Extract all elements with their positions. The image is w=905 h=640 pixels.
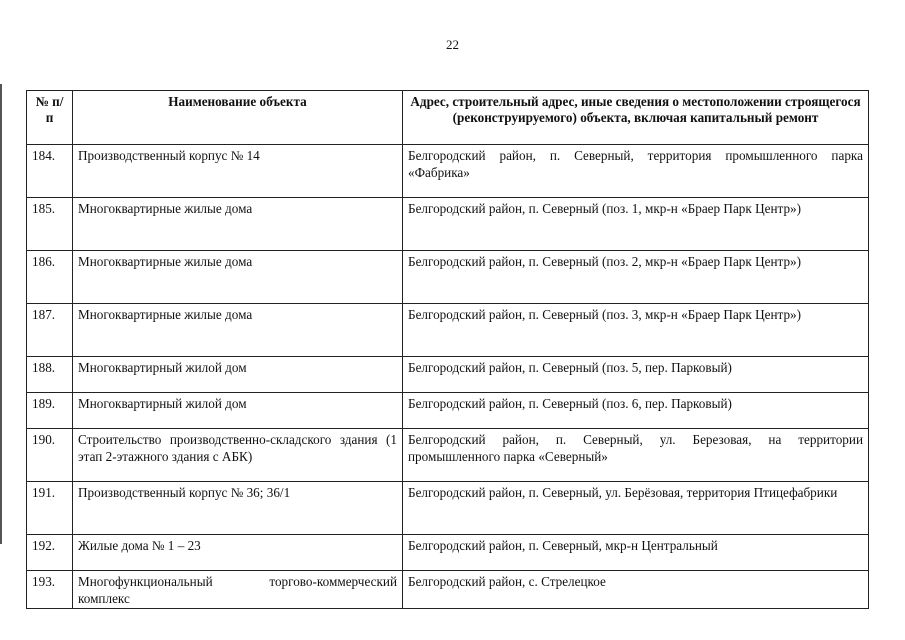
row-name: Строительство производственно-складского здания (1 этап 2-этажного здания с АБК) <box>73 429 403 482</box>
row-num: 186. <box>27 251 73 304</box>
row-num: 184. <box>27 145 73 198</box>
header-address: Адрес, строительный адрес, иные сведения о местоположении строящегося (реконструируемого) объекта, включая капитальный ремонт <box>403 91 869 145</box>
table-row <box>27 251 869 304</box>
row-num: 185. <box>27 198 73 251</box>
row-address: Белгородский район, п. Северный, ул. Березовая, на территории промышленного парка «Северный» <box>403 429 869 482</box>
row-address: Белгородский район, с. Стрелецкое <box>403 571 869 609</box>
row-num: 187. <box>27 304 73 357</box>
table-row <box>27 145 869 198</box>
row-num: 188. <box>27 357 73 393</box>
row-name: Многофункциональный торгово-коммерческий комплекс <box>73 571 403 609</box>
table-row <box>27 393 869 429</box>
row-address: Белгородский район, п. Северный (поз. 5, пер. Парковый) <box>403 357 869 393</box>
row-name: Многоквартирный жилой дом <box>73 393 403 429</box>
row-address: Белгородский район, п. Северный (поз. 1, мкр-н «Браер Парк Центр») <box>403 198 869 251</box>
row-num: 191. <box>27 482 73 535</box>
row-num: 190. <box>27 429 73 482</box>
row-address: Белгородский район, п. Северный, территория промышленного парка «Фабрика» <box>403 145 869 198</box>
row-address: Белгородский район, п. Северный, ул. Берёзовая, территория Птицефабрики <box>403 482 869 535</box>
table-row <box>27 535 869 571</box>
row-name: Многоквартирные жилые дома <box>73 304 403 357</box>
header-num: № п/п <box>27 91 73 145</box>
row-name: Жилые дома № 1 – 23 <box>73 535 403 571</box>
row-address: Белгородский район, п. Северный (поз. 2, мкр-н «Браер Парк Центр») <box>403 251 869 304</box>
row-address: Белгородский район, п. Северный (поз. 3, мкр-н «Браер Парк Центр») <box>403 304 869 357</box>
table-row <box>27 429 869 482</box>
row-address: Белгородский район, п. Северный (поз. 6, пер. Парковый) <box>403 393 869 429</box>
row-num: 189. <box>27 393 73 429</box>
row-name: Производственный корпус № 14 <box>73 145 403 198</box>
objects-table <box>26 90 869 609</box>
page-number: 22 <box>446 37 459 52</box>
row-name: Производственный корпус № 36; 36/1 <box>73 482 403 535</box>
row-num: 192. <box>27 535 73 571</box>
table-row <box>27 571 869 609</box>
row-name: Многоквартирные жилые дома <box>73 251 403 304</box>
header-name: Наименование объекта <box>73 91 403 145</box>
row-name: Многоквартирный жилой дом <box>73 357 403 393</box>
scan-edge-line <box>0 84 2 544</box>
row-num: 193. <box>27 571 73 609</box>
row-address: Белгородский район, п. Северный, мкр-н Центральный <box>403 535 869 571</box>
table-row <box>27 482 869 535</box>
row-name: Многоквартирные жилые дома <box>73 198 403 251</box>
table-header-row <box>27 91 869 145</box>
table-row <box>27 304 869 357</box>
table-row <box>27 357 869 393</box>
table-row <box>27 198 869 251</box>
